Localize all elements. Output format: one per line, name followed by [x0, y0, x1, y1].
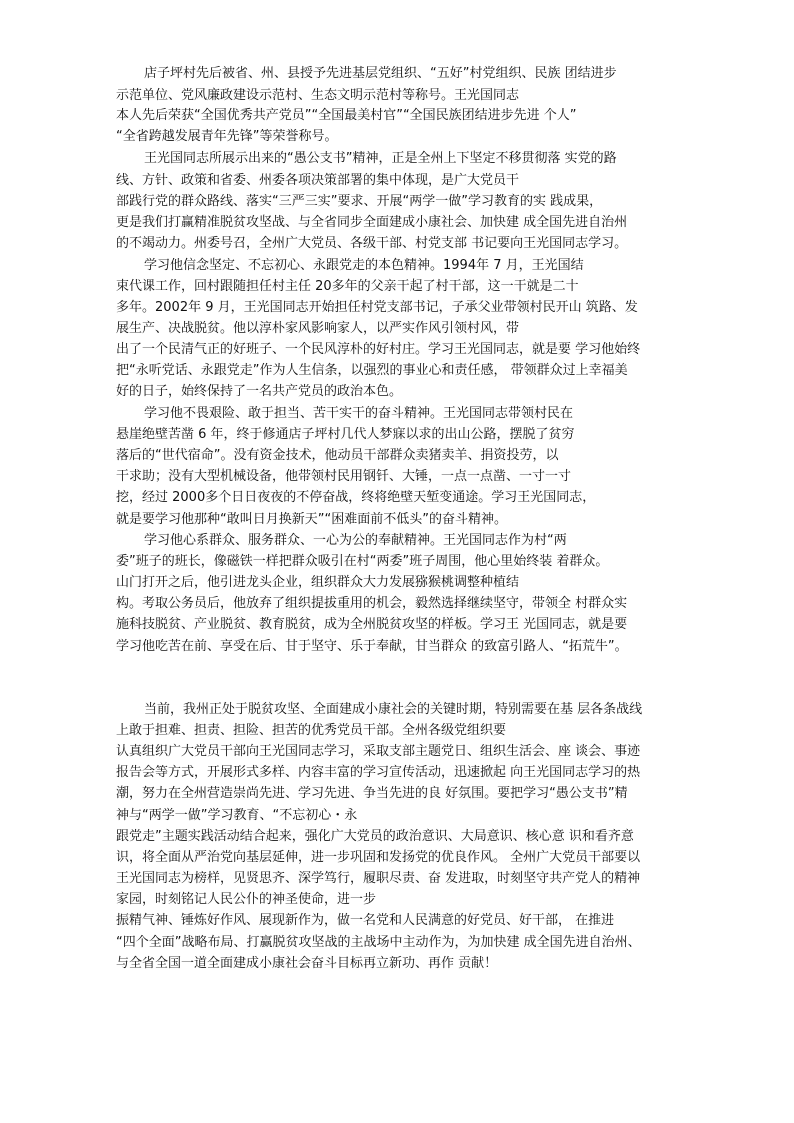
text-line: 认真组织广大党员干部向王光国同志学习，采取支部主题党日、组织生活会、座 谈会、事迹 — [116, 744, 641, 759]
text-line: 学习他信念坚定、不忘初心、永跟党走的本色精神。1994年 7 月，王光国结 — [144, 258, 584, 273]
text-line: 干求助；没有大型机械设备，他带领村民用钢钎、大锤，一点一点凿、一寸一寸 — [116, 469, 572, 484]
text-line: 出了一个民清气正的好班子、一个民风淳朴的好村庄。学习王光国同志，就是要 学习他始终 — [116, 342, 641, 357]
text-line: 神与“两学一做”学习教育、“不忘初心・永 — [116, 808, 358, 823]
text-line: 上敢于担难、担责、担险、担苦的优秀党员干部。全州各级党组织要 — [116, 723, 507, 738]
text-line: 部践行党的群众路线、落实“三严三实”要求、开展“两学一做”学习教育的实 践成果， — [116, 194, 603, 209]
text-line: 示范单位、党风廉政建设示范村、生态文明示范村等称号。王光国同志 — [116, 88, 520, 103]
text-line: 报告会等方式，开展形式多样、内容丰富的学习宣传活动，迅速掀起 向王光国同志学习的热 — [116, 765, 641, 780]
text-line: 施科技脱贫、产业脱贫、教育脱贫，成为全州脱贫攻坚的样板。学习王 光国同志，就是要 — [116, 617, 628, 632]
text-line: 跟党走”主题实践活动结合起来，强化广大党员的政治意识、大局意识、核心意 识和看齐意 — [116, 829, 634, 844]
text-line: 王光国同志为榜样，见贤思齐、深学笃行，履职尽责、奋 发进取，时刻坚守共产党人的精神 — [116, 871, 641, 886]
text-line: 振精气神、锤炼好作风、展现新作为，做一名党和人民满意的好党员、好干部， 在推进 — [116, 913, 615, 928]
text-line: 更是我们打赢精准脱贫攻坚战、与全省同步全面建成小康社会、加快建 成全国先进自治州 — [116, 215, 628, 230]
text-line: 王光国同志所展示出来的“愚公支书”精神，正是全州上下坚定不移贯彻落 实党的路 — [144, 151, 617, 166]
text-line: 与全省全国一道全面建成小康社会奋斗目标再立新功、再作 贡献！ — [116, 956, 498, 971]
text-line: 线、方针、政策和省委、州委各项决策部署的集中体现，是广大党员干 — [116, 173, 520, 188]
text-line: 店子坪村先后被省、州、县授予先进基层党组织、“五好”村党组织、民族 团结进步 — [144, 66, 617, 81]
text-line: 潮，努力在全州营造崇尚先进、学习先进、争当先进的良 好氛围。要把学习“愚公支书”精 — [116, 786, 628, 801]
text-line: 把“永听党话、永跟党走”作为人生信条，以强烈的事业心和责任感， 带领群众过上幸福美 — [116, 363, 628, 378]
text-line: 展生产、决战脱贫。他以淳朴家风影响家人，以严实作风引领村风，带 — [116, 321, 520, 336]
text-line: 构。考取公务员后，他放弃了组织提拔重用的机会，毅然选择继续坚守，带领全 村群众实 — [116, 596, 628, 611]
text-line: 多年。2002年 9 月，王光国同志开始担任村党支部书记，子承父业带领村民开山 筑路、发 — [116, 300, 638, 315]
text-line: 挖，经过 2000多个日日夜夜的不停奋战，终将绝壁天堑变通途。学习王光国同志， — [116, 490, 596, 505]
text-line: 学习他不畏艰险、敢于担当、苦干实干的奋斗精神。王光国同志带领村民在 — [144, 406, 574, 421]
text-line: “全省跨越发展青年先锋”等荣誉称号。 — [116, 129, 338, 144]
text-line: 家园，时刻铭记人民公仆的神圣使命，进一步 — [116, 892, 377, 907]
text-line: 当前，我州正处于脱贫攻坚、全面建成小康社会的关键时期，特别需要在基 层各条战线 — [144, 702, 643, 717]
text-line: 识，将全面从严治党向基层延伸，进一步巩固和发扬党的优良作风。 全州广大党员干部要以 — [116, 850, 641, 865]
text-line: 落后的“世代宿命”。没有资金技术，他动员干部群众卖猪卖羊、捐资投劳，以 — [116, 448, 559, 463]
text-line: 束代课工作，回村跟随担任村主任 20多年的父亲干起了村干部，这一干就是二十 — [116, 279, 579, 294]
text-line: “四个全面”战略布局、打赢脱贫攻坚战的主战场中主动作为，为加快建 成全国先进自治州、 — [116, 935, 641, 950]
text-line: 本人先后荣获“全国优秀共产党员”“全国最美村官”“全国民族团结进步先进 个人” — [116, 108, 577, 123]
text-line: 山门打开之后，他引进龙头企业，组织群众大力发展猕猴桃调整种植结 — [116, 575, 520, 590]
text-line: 好的日子，始终保持了一名共产党员的政治本色。 — [116, 384, 403, 399]
text-line: 学习他吃苦在前、享受在后、甘于坚守、乐于奉献，甘当群众 的致富引路人、“拓荒牛”。 — [116, 639, 628, 654]
text-line: 学习他心系群众、服务群众、一心为公的奉献精神。王光国同志作为村“两 — [144, 533, 567, 548]
text-line: 悬崖绝壁苦凿 6 年，终于修通店子坪村几代人梦寐以求的出山公路，摆脱了贫穷 — [116, 427, 575, 442]
text-line: 委”班子的班长，像磁铁一样把群众吸引在村“两委”班子周围，他心里始终装 着群众。 — [116, 554, 609, 569]
text-line: 就是要学习他那种“敢叫日月换新天”“困难面前不低头”的奋斗精神。 — [116, 512, 507, 527]
text-line: 的不竭动力。州委号召，全州广大党员、各级干部、村党支部 书记要向王光国同志学习。 — [116, 236, 628, 251]
